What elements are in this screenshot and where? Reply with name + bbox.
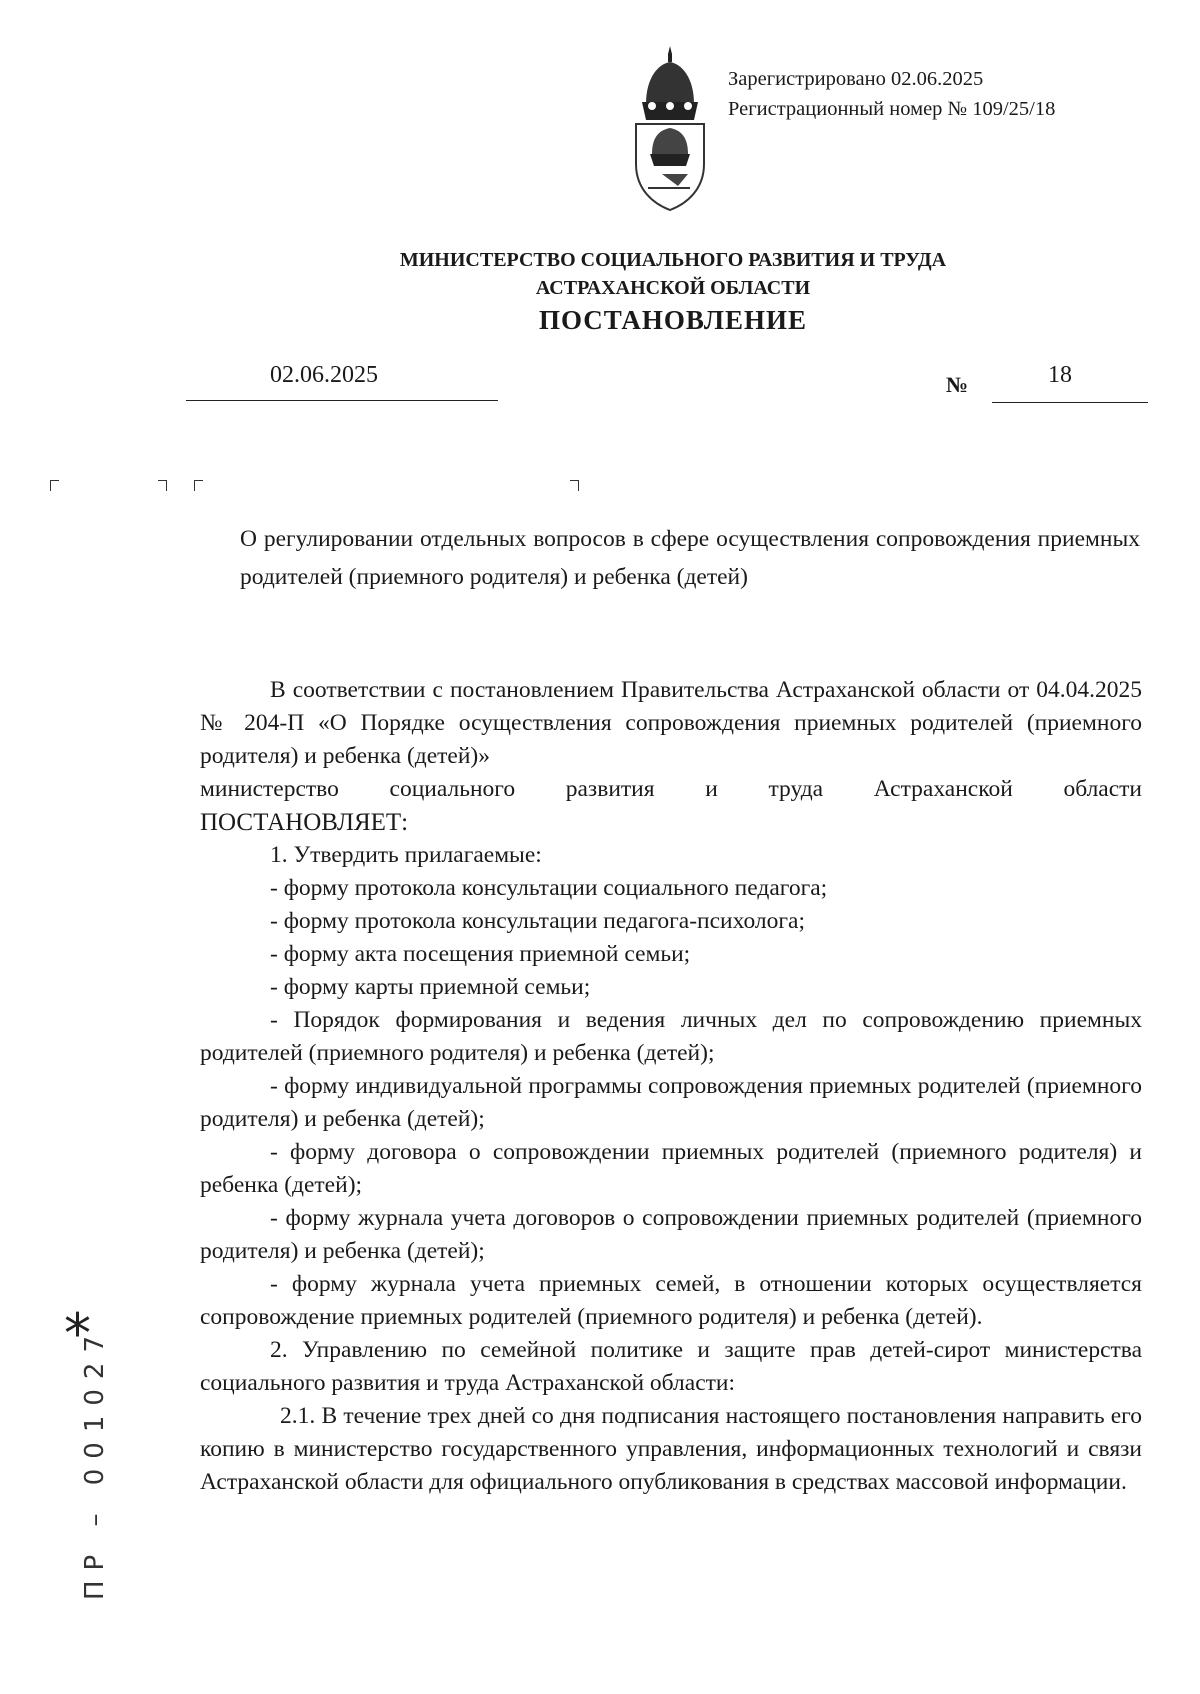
list-item: - форму протокола консультации педагога-психолога; bbox=[270, 908, 806, 934]
side-document-code: ПР – 001027 bbox=[80, 1325, 110, 1600]
corner-mark bbox=[158, 480, 167, 491]
item-2: 2. Управлению по семейной политике и защите прав детей-сирот министерства социального развития и труда Астраханской области: bbox=[200, 1337, 1142, 1396]
list-item: - форму журнала учета приемных семей, в отношении которых осуществляется сопровождение приемных родителей (приемного родителя) и ребенка (детей). bbox=[200, 1271, 1142, 1330]
number-sign: № bbox=[946, 372, 969, 397]
list-item: - форму договора о сопровождении приемных родителей (приемного родителя) и ребенка (детей); bbox=[200, 1139, 1142, 1198]
document-subject: О регулировании отдельных вопросов в сфере осуществления сопровождения приемных родителей (приемного родителя) и ребенка (детей) bbox=[240, 526, 1140, 590]
item-1: 1. Утвердить прилагаемые: bbox=[270, 842, 542, 868]
registration-stamp bbox=[728, 64, 1055, 124]
registration-date: Зарегистрировано 02.06.2025 bbox=[728, 68, 984, 90]
list-item: - форму карты приемной семьи; bbox=[270, 974, 591, 1000]
resolves-word: ПОСТАНОВЛЯЕТ: bbox=[200, 809, 409, 836]
item-2-1: 2.1. В течение трех дней со дня подписания настоящего постановления направить его копию в министерство государственного управления, информационных технологий и связи Астраханской области для официального опубликования в средствах массовой информации. bbox=[200, 1403, 1142, 1495]
ministry-line: министерство социального развития и труда Астраханской области bbox=[200, 776, 1142, 802]
date-underline bbox=[186, 400, 498, 401]
document-number: 18 bbox=[1048, 362, 1072, 388]
asterisk-mark: * bbox=[64, 1302, 91, 1365]
ministry-name-line2: АСТРАХАНСКОЙ ОБЛАСТИ bbox=[535, 277, 811, 299]
corner-mark bbox=[194, 480, 203, 491]
document-date: 02.06.2025 bbox=[270, 362, 378, 388]
number-underline bbox=[992, 402, 1148, 403]
document-type: ПОСТАНОВЛЕНИЕ bbox=[538, 305, 808, 335]
list-item: - Порядок формирования и ведения личных дел по сопровождению приемных родителей (приемного родителя) и ребенка (детей); bbox=[200, 1007, 1142, 1066]
ministry-name-line1: МИНИСТЕРСТВО СОЦИАЛЬНОГО РАЗВИТИЯ И ТРУДА bbox=[399, 249, 947, 271]
list-item: - форму индивидуальной программы сопровождения приемных родителей (приемного родителя) и ребенка (детей); bbox=[200, 1073, 1142, 1132]
document-body bbox=[200, 674, 1142, 1499]
coat-of-arms-icon bbox=[628, 44, 712, 214]
registration-number: Регистрационный номер № 109/25/18 bbox=[728, 98, 1056, 120]
preamble-paragraph: В соответствии с постановлением Правительства Астраханской области от 04.04.2025 № 204-П «О Порядке осуществления сопровождения приемных родителей (приемного родителя) и ребенка (детей)» bbox=[200, 677, 1142, 769]
corner-mark bbox=[570, 480, 579, 491]
list-item: - форму журнала учета договоров о сопровождении приемных родителей (приемного родителя) и ребенка (детей); bbox=[200, 1205, 1142, 1264]
corner-mark bbox=[50, 480, 59, 491]
list-item: - форму акта посещения приемной семьи; bbox=[270, 941, 691, 967]
list-item: - форму протокола консультации социального педагога; bbox=[270, 875, 828, 901]
